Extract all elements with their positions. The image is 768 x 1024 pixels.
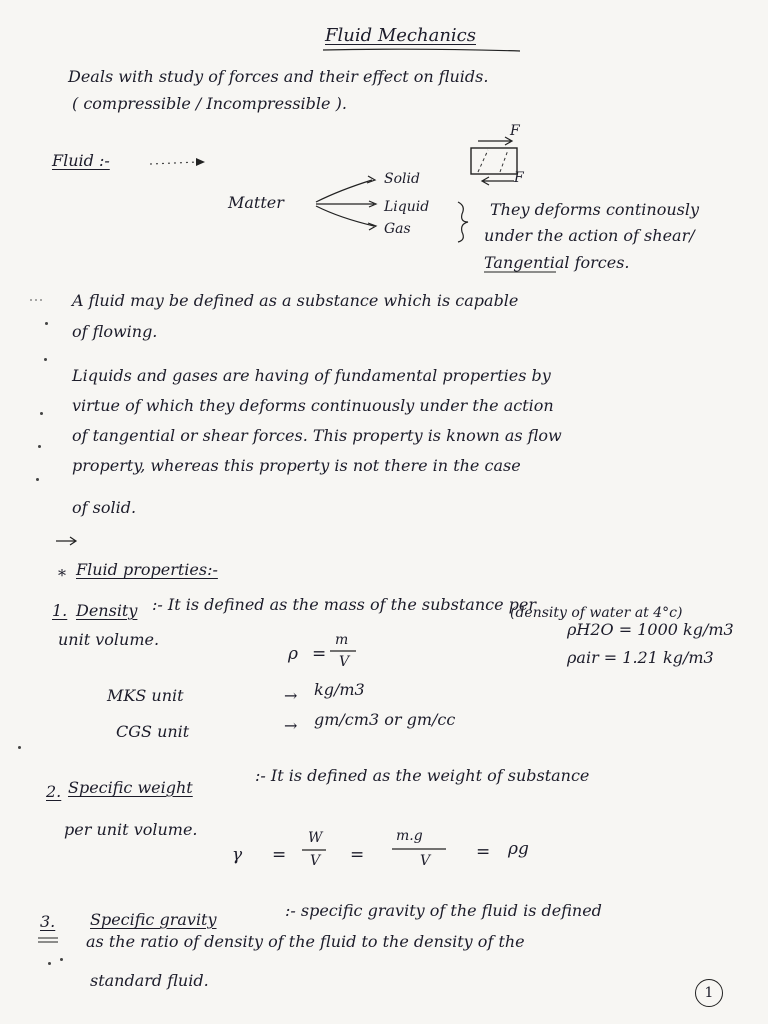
mks-unit-label: MKS unit <box>107 686 184 705</box>
page-title: Fluid Mechanics <box>325 25 476 46</box>
deformation-box <box>471 148 517 174</box>
arrow-to-solid <box>316 180 372 202</box>
density-formula-denominator: V <box>339 654 350 670</box>
intro-line-2: ( compressible / Incompressible ). <box>72 94 347 113</box>
density-text: :- It is defined as the mass of the substance per <box>152 595 537 614</box>
specific-gravity-text-3: standard fluid. <box>90 971 209 990</box>
cgs-unit-arrow: → <box>284 716 298 735</box>
properties-star: * <box>58 566 66 585</box>
sw-formula-w: W <box>308 830 323 846</box>
mks-unit-value: kg/m3 <box>314 680 365 699</box>
sw-formula-equals-3: = <box>476 842 491 862</box>
density-number: 1. <box>52 601 68 620</box>
force-label-top: F <box>510 123 520 139</box>
sw-formula-v-2: V <box>420 853 431 869</box>
sw-formula-v: V <box>310 853 321 869</box>
matter-label: Matter <box>228 193 284 212</box>
specific-gravity-label: Specific gravity <box>90 910 217 929</box>
density-formula-lhs: ρ <box>288 644 298 664</box>
sw-formula-equals-2: = <box>350 845 365 865</box>
sw-formula-lhs: γ <box>232 845 243 865</box>
sw-formula-mg: m.g <box>396 828 423 844</box>
sw-formula-result: ρg <box>508 839 529 859</box>
force-arrow-top <box>478 137 512 145</box>
deform-note-line-1: They deforms continously <box>490 200 700 219</box>
paragraph-line-4: property, whereas this property is not there in the case <box>72 456 521 475</box>
title-underline <box>323 49 520 51</box>
deform-note-line-3: Tangential forces. <box>484 253 630 272</box>
specific-weight-number: 2. <box>46 782 62 801</box>
definition-line-2: of flowing. <box>72 322 158 341</box>
cgs-unit-value: gm/cm3 or gm/cc <box>314 710 456 729</box>
specific-gravity-text: :- specific gravity of the fluid is defined <box>285 901 602 920</box>
intro-line-1: Deals with study of forces and their effect on fluids. <box>68 67 489 86</box>
density-text-2: unit volume. <box>58 630 160 649</box>
brace <box>458 202 468 242</box>
mks-unit-arrow: → <box>284 686 298 705</box>
deform-note-line-2: under the action of shear/ <box>484 226 695 245</box>
paragraph-line-1: Liquids and gases are having of fundamental properties by <box>72 366 551 385</box>
sw-formula-equals-1: = <box>272 845 287 865</box>
solid-label: Solid <box>384 171 420 187</box>
specific-weight-label: Specific weight <box>68 778 193 797</box>
properties-heading: Fluid properties:- <box>76 560 218 579</box>
density-formula-numerator: m <box>335 632 349 648</box>
fluid-dotted-arrow <box>150 162 198 164</box>
force-label-bottom: F <box>514 170 524 186</box>
force-arrow-bottom <box>482 177 514 185</box>
specific-weight-text-2: per unit volume. <box>64 820 198 839</box>
definition-line-1: A fluid may be defined as a substance which is capable <box>72 291 519 310</box>
density-formula-equals: = <box>312 644 327 664</box>
cgs-unit-label: CGS unit <box>116 722 190 741</box>
density-water-note: (density of water at 4°c) <box>510 605 683 621</box>
paragraph-line-5: of solid. <box>72 498 137 517</box>
specific-weight-text: :- It is defined as the weight of substance <box>255 766 590 785</box>
page-number: 1 <box>695 979 723 1007</box>
liquid-label: Liquid <box>384 199 430 215</box>
fluid-heading: Fluid :- <box>52 151 110 170</box>
density-air: ρair = 1.21 kg/m3 <box>567 648 714 667</box>
gas-label: Gas <box>384 221 411 237</box>
arrow-to-gas <box>316 206 374 226</box>
specific-gravity-number: 3. <box>40 912 56 931</box>
fluid-arrow-head <box>196 158 205 166</box>
density-label: Density <box>76 601 138 620</box>
density-water: ρH2O = 1000 kg/m3 <box>567 620 734 639</box>
paragraph-line-3: of tangential or shear forces. This property is known as flow <box>72 426 562 445</box>
paragraph-line-2: virtue of which they deforms continuously under the action <box>72 396 554 415</box>
specific-gravity-text-2: as the ratio of density of the fluid to the density of the <box>86 932 525 951</box>
